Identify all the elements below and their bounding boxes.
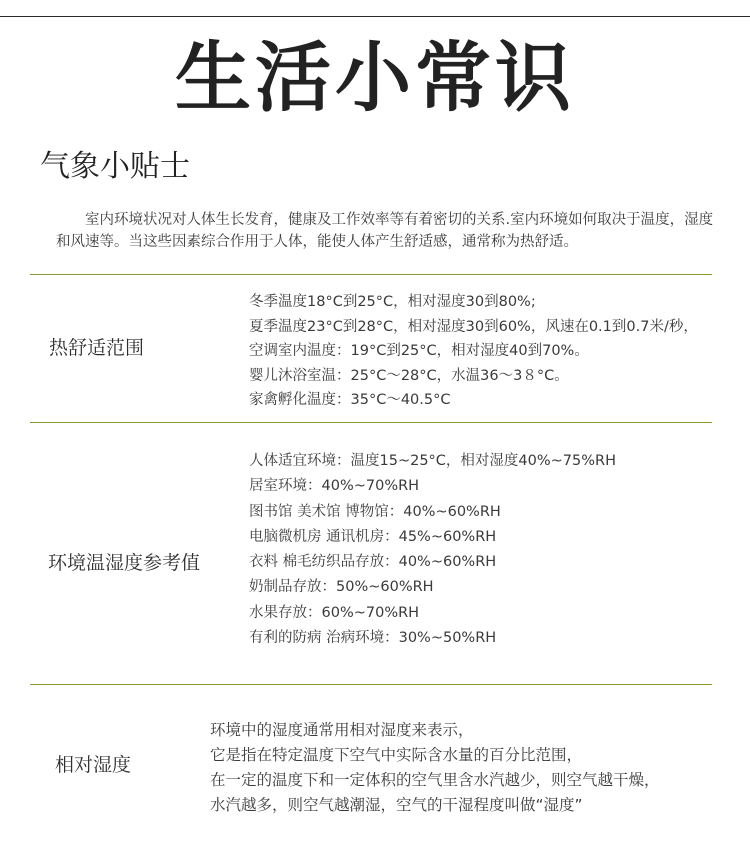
list-item: 水果存放：60%~70%RH xyxy=(249,604,420,621)
list-item: 水汽越多，则空气越潮湿，空气的干湿程度叫做“湿度” xyxy=(210,796,583,814)
list-item: 图书馆 美术馆 博物馆：40%~60%RH xyxy=(249,503,501,520)
row-label-thermal-comfort: 热舒适范围 xyxy=(49,337,145,359)
list-item: 奶制品存放：50%~60%RH xyxy=(249,579,434,596)
list-item: 衣料 棉毛纺织品存放：40%~60%RH xyxy=(249,554,497,571)
list-item: 在一定的温度下和一定体积的空气里含水汽越少，则空气越干燥， xyxy=(210,771,660,789)
divider xyxy=(30,274,712,275)
divider xyxy=(30,422,712,423)
row-label-relative-humidity: 相对湿度 xyxy=(55,754,132,776)
list-item: 夏季温度23°C到28°C，相对湿度30到60%，风速在0.1到0.7米/秒， xyxy=(249,318,698,335)
thermal-comfort-list xyxy=(249,290,698,413)
list-item: 它是指在特定温度下空气中实际含水量的百分比范围， xyxy=(210,746,583,764)
list-item: 电脑微机房 通讯机房：45%~60%RH xyxy=(249,528,497,545)
top-rule xyxy=(0,16,750,17)
list-item: 空调室内温度：19°C到25°C，相对湿度40到70%。 xyxy=(249,343,589,359)
list-item: 有利的防病 治病环境：30%~50%RH xyxy=(249,630,497,647)
divider xyxy=(30,684,712,685)
section-title: 气象小贴士 xyxy=(40,149,190,184)
intro-paragraph: 室内环境状况对人体生长发育，健康及工作效率等有着密切的关系.室内环境如何取决于温度，湿度和风速等。当这些因素综合作用于人体，能使人体产生舒适感，通常称为热舒适。 xyxy=(56,212,714,250)
list-item: 家禽孵化温度：35°C～40.5°C xyxy=(249,392,451,408)
row-label-reference-values: 环境温湿度参考值 xyxy=(48,552,201,574)
page-title: 生活小常识 xyxy=(175,33,575,122)
list-item: 冬季温度18°C到25°C，相对湿度30到80%; xyxy=(249,294,536,310)
reference-values-list xyxy=(249,449,616,651)
list-item: 人体适宜环境：温度15~25°C，相对湿度40%~75%RH xyxy=(249,453,617,469)
relative-humidity-text xyxy=(210,718,660,818)
list-item: 环境中的湿度通常用相对湿度来表示， xyxy=(210,721,474,739)
list-item: 婴儿沐浴室温：25°C～28°C，水温36～3８°C。 xyxy=(249,367,569,384)
list-item: 居室环境：40%~70%RH xyxy=(249,478,420,495)
